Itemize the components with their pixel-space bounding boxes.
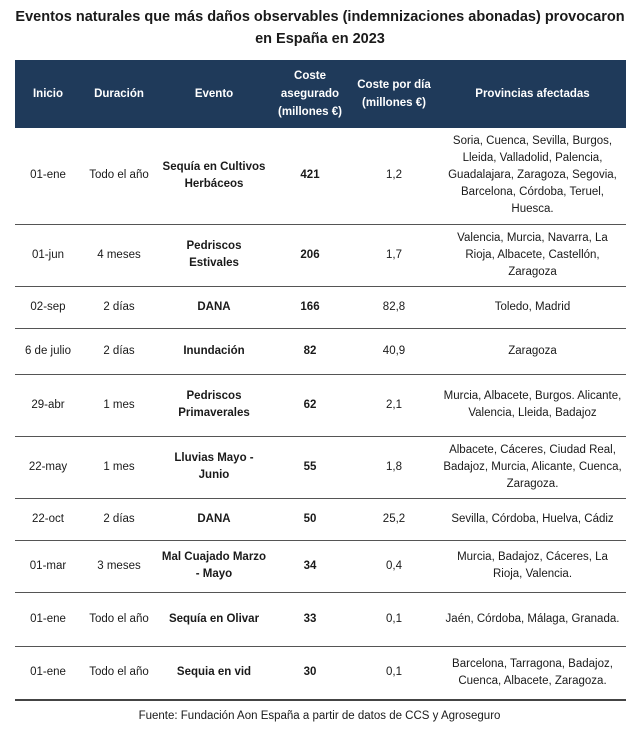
cell-duracion: 1 mes (81, 374, 157, 436)
cell-evento: DANA (157, 498, 271, 540)
cell-coste: 82 (271, 328, 349, 374)
cell-evento: Sequía en Cultivos Herbáceos (157, 128, 271, 224)
table-header-row (15, 60, 626, 128)
cell-inicio: 01-mar (15, 540, 81, 592)
cell-inicio: 6 de julio (15, 328, 81, 374)
cell-coste-dia: 1,2 (349, 128, 439, 224)
table-row (15, 436, 626, 498)
table-row (15, 646, 626, 700)
cell-evento: DANA (157, 286, 271, 328)
cell-coste-dia: 0,1 (349, 592, 439, 646)
cell-coste: 55 (271, 436, 349, 498)
cell-provincias: Sevilla, Córdoba, Huelva, Cádiz (439, 498, 626, 540)
cell-duracion: 2 días (81, 498, 157, 540)
cell-duracion: Todo el año (81, 592, 157, 646)
cell-duracion: 2 días (81, 328, 157, 374)
cell-duracion: 4 meses (81, 224, 157, 286)
cell-inicio: 22-may (15, 436, 81, 498)
cell-provincias: Soria, Cuenca, Sevilla, Burgos, Lleida, Valladolid, Palencia, Guadalajara, Zaragoza, Segovia, Barcelona, Córdoba, Teruel, Huesca. (439, 128, 626, 224)
cell-coste-dia: 25,2 (349, 498, 439, 540)
cell-provincias: Zaragoza (439, 328, 626, 374)
cell-duracion: 3 meses (81, 540, 157, 592)
cell-evento: Mal Cuajado Marzo - Mayo (157, 540, 271, 592)
table-row (15, 286, 626, 328)
cell-provincias: Toledo, Madrid (439, 286, 626, 328)
table-row (15, 328, 626, 374)
cell-coste: 50 (271, 498, 349, 540)
cell-inicio: 01-jun (15, 224, 81, 286)
cell-evento: Lluvias Mayo - Junio (157, 436, 271, 498)
cell-coste: 166 (271, 286, 349, 328)
source-note: Fuente: Fundación Aon España a partir de datos de CCS y Agroseguro (138, 710, 501, 722)
cell-evento: Pedriscos Primaverales (157, 374, 271, 436)
table-row (15, 374, 626, 436)
cell-inicio: 01-ene (15, 646, 81, 700)
table-row (15, 592, 626, 646)
cell-duracion: Todo el año (81, 128, 157, 224)
cell-coste: 30 (271, 646, 349, 700)
table-row (15, 498, 626, 540)
cell-inicio: 01-ene (15, 128, 81, 224)
cell-evento: Sequia en vid (157, 646, 271, 700)
cell-inicio: 29-abr (15, 374, 81, 436)
cell-coste-dia: 40,9 (349, 328, 439, 374)
cell-duracion: 1 mes (81, 436, 157, 498)
table-title: Eventos naturales que más daños observables (indemnizaciones abonadas) provocaron en España en 2023 (15, 9, 625, 47)
cell-coste-dia: 1,8 (349, 436, 439, 498)
cell-coste-dia: 2,1 (349, 374, 439, 436)
header-evento: Evento (194, 88, 234, 100)
cell-provincias: Valencia, Murcia, Navarra, La Rioja, Albacete, Castellón, Zaragoza (439, 224, 626, 286)
cell-inicio: 22-oct (15, 498, 81, 540)
header-coste: Coste asegurado (millones €) (278, 70, 342, 118)
cell-provincias: Jaén, Córdoba, Málaga, Granada. (439, 592, 626, 646)
events-table (15, 60, 626, 701)
header-provincias: Provincias afectadas (475, 88, 590, 100)
cell-evento: Sequía en Olivar (157, 592, 271, 646)
cell-coste-dia: 1,7 (349, 224, 439, 286)
cell-evento: Inundación (157, 328, 271, 374)
cell-coste: 62 (271, 374, 349, 436)
cell-coste: 421 (271, 128, 349, 224)
table-row (15, 540, 626, 592)
cell-duracion: 2 días (81, 286, 157, 328)
table-row (15, 128, 626, 224)
cell-coste: 206 (271, 224, 349, 286)
cell-coste-dia: 0,1 (349, 646, 439, 700)
cell-coste-dia: 82,8 (349, 286, 439, 328)
cell-provincias: Murcia, Albacete, Burgos. Alicante, Valencia, Lleida, Badajoz (439, 374, 626, 436)
cell-provincias: Murcia, Badajoz, Cáceres, La Rioja, Valencia. (439, 540, 626, 592)
cell-provincias: Barcelona, Tarragona, Badajoz, Cuenca, Albacete, Zaragoza. (439, 646, 626, 700)
cell-duracion: Todo el año (81, 646, 157, 700)
cell-inicio: 02-sep (15, 286, 81, 328)
cell-inicio: 01-ene (15, 592, 81, 646)
cell-coste-dia: 0,4 (349, 540, 439, 592)
cell-evento: Pedriscos Estivales (157, 224, 271, 286)
header-coste-dia: Coste por día (millones €) (357, 79, 431, 109)
table-row (15, 224, 626, 286)
header-inicio: Inicio (32, 88, 64, 100)
header-duracion: Duración (94, 88, 144, 100)
cell-coste: 33 (271, 592, 349, 646)
cell-provincias: Albacete, Cáceres, Ciudad Real, Badajoz, Murcia, Alicante, Cuenca, Zaragoza. (439, 436, 626, 498)
cell-coste: 34 (271, 540, 349, 592)
